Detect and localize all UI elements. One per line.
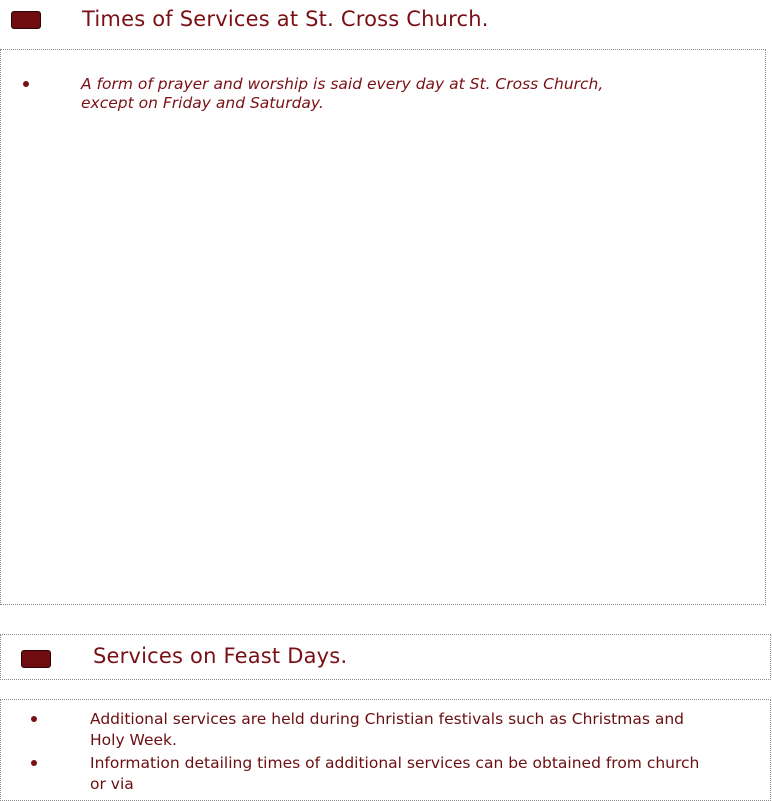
bullet-icon [31,760,37,766]
list-item-line: except on Friday and Saturday. [81,94,324,112]
list-item-text [90,753,765,795]
section-marker-icon [11,11,41,29]
services-times-panel [0,49,766,605]
list-item-text [90,709,760,751]
section-title-feast-days: Services on Feast Days. [93,644,348,668]
list-item-text [81,75,721,113]
feast-days-header [0,634,771,680]
list-item-line: Information detailing times of additional services can be obtained from church [90,754,700,772]
bullet-icon [31,716,37,722]
section-marker-icon [21,650,51,668]
section-title-services-times: Times of Services at St. Cross Church. [82,7,489,31]
feast-days-panel [0,699,771,801]
list-item-line: or via [90,775,134,793]
list-item-line: A form of prayer and worship is said every day at St. Cross Church, [81,75,604,93]
list-item-line: Holy Week. [90,731,177,749]
list-item-line: Additional services are held during Christian festivals such as Christmas and [90,710,684,728]
bullet-icon [23,81,29,87]
